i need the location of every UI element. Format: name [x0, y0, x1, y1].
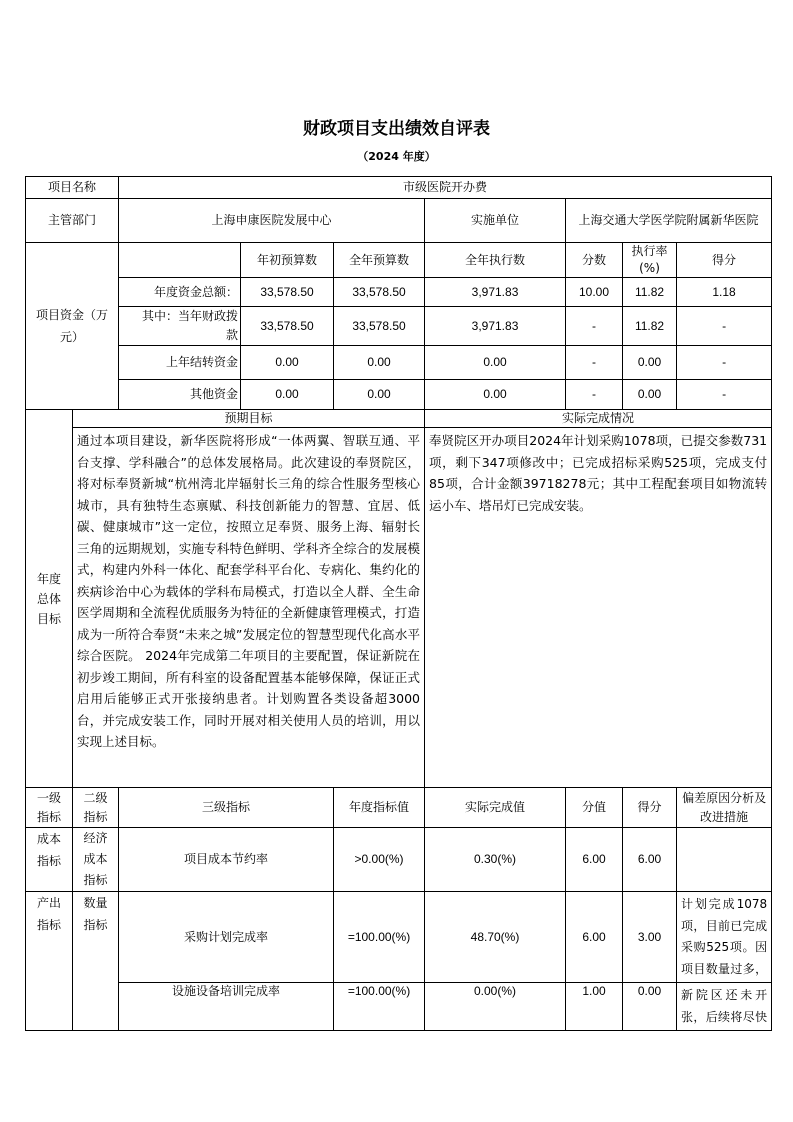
actual-header: 实际完成情况: [425, 410, 772, 428]
ind-l1: [26, 828, 73, 892]
funds-cell: 0.00: [623, 380, 677, 410]
impl-value: 上海交通大学医学院附属新华医院: [566, 199, 772, 243]
ind-got: 0.00: [623, 983, 677, 1031]
ind-actual: 0.30(%): [425, 828, 566, 892]
ind-header-l1-text: 一级指标: [36, 790, 61, 824]
funds-cell: 33,578.50: [241, 307, 334, 346]
funds-cell: 0.00: [334, 380, 425, 410]
ind-l2-text: 经济成本指标: [83, 831, 108, 887]
funds-cell: 33,578.50: [241, 278, 334, 307]
ind-header-score: 分值: [566, 788, 623, 828]
ind-l3: 项目成本节约率: [119, 828, 334, 892]
ind-l3: 采购计划完成率: [119, 892, 334, 983]
funds-cell: -: [566, 380, 623, 410]
ind-l2: [73, 828, 119, 892]
funds-label-text: 项目资金（万元）: [35, 308, 108, 344]
funds-cell: 33,578.50: [334, 307, 425, 346]
funds-cell: 0.00: [425, 346, 566, 380]
project-name-label: 项目名称: [26, 177, 119, 199]
funds-cell: 10.00: [566, 278, 623, 307]
ind-actual: 0.00(%): [425, 983, 566, 1031]
ind-note: [677, 983, 772, 1031]
expected-goal-text: 通过本项目建设，新华医院将形成“一体两翼、智联互通、平台支撑、学科融合”的总体发展格局。此次建设的奉贤院区，将对标奉贤新城“杭州湾北岸辐射长三角的综合性服务型核心城市，具有独特生态禀赋、科技创新能力的智慧、宜居、低碳、健康城市”这一定位，按照立足奉贤、服务上海、辐射长三角的远期规划，实施专科特色鲜明、学科齐全综合的发展模式，构建内外科一体化、配套学科平台化、专病化、集约化的疾病诊治中心为载体的学科布局模式，打造以全人群、全生命医学周期和全流程优质服务为特征的全新健康管理模式，打造成为一所符合奉贤“未来之城”发展定位的智慧型现代化高水平综合医院。 2024年完成第二年项目的主要配置，保证新院在初步竣工期间，所有科室的设备配置基本能够保障，保证正式启用后能够正式开张接纳患者。计划购置各类设备超3000台，并完成安装工作，同时开展对相关使用人员的培训，用以实现上述目标。: [73, 428, 425, 788]
funds-label: [26, 243, 119, 410]
ind-actual: 48.70(%): [425, 892, 566, 983]
funds-cell: -: [677, 380, 772, 410]
ind-l1: [26, 892, 73, 1031]
funds-cell: 1.18: [677, 278, 772, 307]
funds-cell: -: [677, 307, 772, 346]
funds-header-blank: [119, 243, 241, 278]
ind-note-text: 计划完成1078项，目前已完成采购525项。因项目数量过多，: [681, 897, 768, 976]
dept-label: 主管部门: [26, 199, 119, 243]
ind-got: 3.00: [623, 892, 677, 983]
ind-note: [677, 828, 772, 892]
ind-header-l3: 三级指标: [119, 788, 334, 828]
ind-header-got: 得分: [623, 788, 677, 828]
funds-row-label: 其他资金: [119, 380, 241, 410]
expected-header: 预期目标: [73, 410, 425, 428]
funds-cell: 0.00: [241, 380, 334, 410]
funds-cell: 0.00: [334, 346, 425, 380]
funds-cell: 33,578.50: [334, 278, 425, 307]
page-subtitle: （2024 年度）: [357, 150, 436, 163]
ind-score: 6.00: [566, 892, 623, 983]
funds-cell: 11.82: [623, 278, 677, 307]
page-title: 财政项目支出绩效自评表: [303, 119, 490, 139]
ind-l1-text: 产出指标: [36, 896, 61, 932]
funds-row-label: [119, 307, 241, 346]
funds-row-label: 年度资金总额：: [119, 278, 241, 307]
goals-label: [26, 410, 73, 788]
ind-l2: [73, 892, 119, 1031]
actual-result-text: 奉贤院区开办项目2024年计划采购1078项，已提交参数731项，剩下347项修改中；已完成招标采购525项，完成支付85项，合计金额39718278元；其中工程配套项目如物流转运小车、塔吊灯已完成安装。: [425, 428, 772, 788]
funds-header-3: 分数: [566, 243, 623, 278]
ind-target: =100.00(%): [334, 892, 425, 983]
ind-header-l2-text: 二级指标: [83, 790, 108, 824]
funds-header-2: 全年执行数: [425, 243, 566, 278]
ind-header-actual: 实际完成值: [425, 788, 566, 828]
funds-header-5: 得分: [677, 243, 772, 278]
ind-header-target: 年度指标值: [334, 788, 425, 828]
ind-header-note-text: 偏差原因分析及改进措施: [682, 790, 767, 824]
ind-got: 6.00: [623, 828, 677, 892]
project-name-value: 市级医院开办费: [119, 177, 772, 199]
ind-target: =100.00(%): [334, 983, 425, 1031]
funds-cell: 3,971.83: [425, 307, 566, 346]
ind-header-l1: [26, 788, 73, 828]
ind-l1-text: 成本指标: [36, 832, 61, 868]
funds-row-label-text: 其中：当年财政拨款: [142, 309, 239, 342]
ind-target: >0.00(%): [334, 828, 425, 892]
funds-cell: 11.82: [623, 307, 677, 346]
funds-header-1: 全年预算数: [334, 243, 425, 278]
funds-cell: -: [566, 346, 623, 380]
funds-header-4: 执行率(%): [623, 243, 677, 278]
ind-note-text: 新院区还未开张，后续将尽快: [681, 988, 768, 1024]
ind-note: [677, 892, 772, 983]
impl-label: 实施单位: [425, 199, 566, 243]
funds-cell: -: [677, 346, 772, 380]
ind-header-note: [677, 788, 772, 828]
dept-value: 上海申康医院发展中心: [119, 199, 425, 243]
goals-label-text: 年度总体目标: [36, 571, 61, 626]
funds-cell: 0.00: [623, 346, 677, 380]
funds-cell: 0.00: [425, 380, 566, 410]
funds-cell: 0.00: [241, 346, 334, 380]
funds-row-label: 上年结转资金: [119, 346, 241, 380]
ind-header-l2: [73, 788, 119, 828]
ind-score: 1.00: [566, 983, 623, 1031]
ind-score: 6.00: [566, 828, 623, 892]
funds-header-0: 年初预算数: [241, 243, 334, 278]
ind-l3: 设施设备培训完成率: [119, 983, 334, 1031]
ind-l2-text: 数量指标: [83, 896, 108, 932]
funds-cell: 3,971.83: [425, 278, 566, 307]
funds-cell: -: [566, 307, 623, 346]
self-evaluation-table: [25, 176, 772, 1031]
